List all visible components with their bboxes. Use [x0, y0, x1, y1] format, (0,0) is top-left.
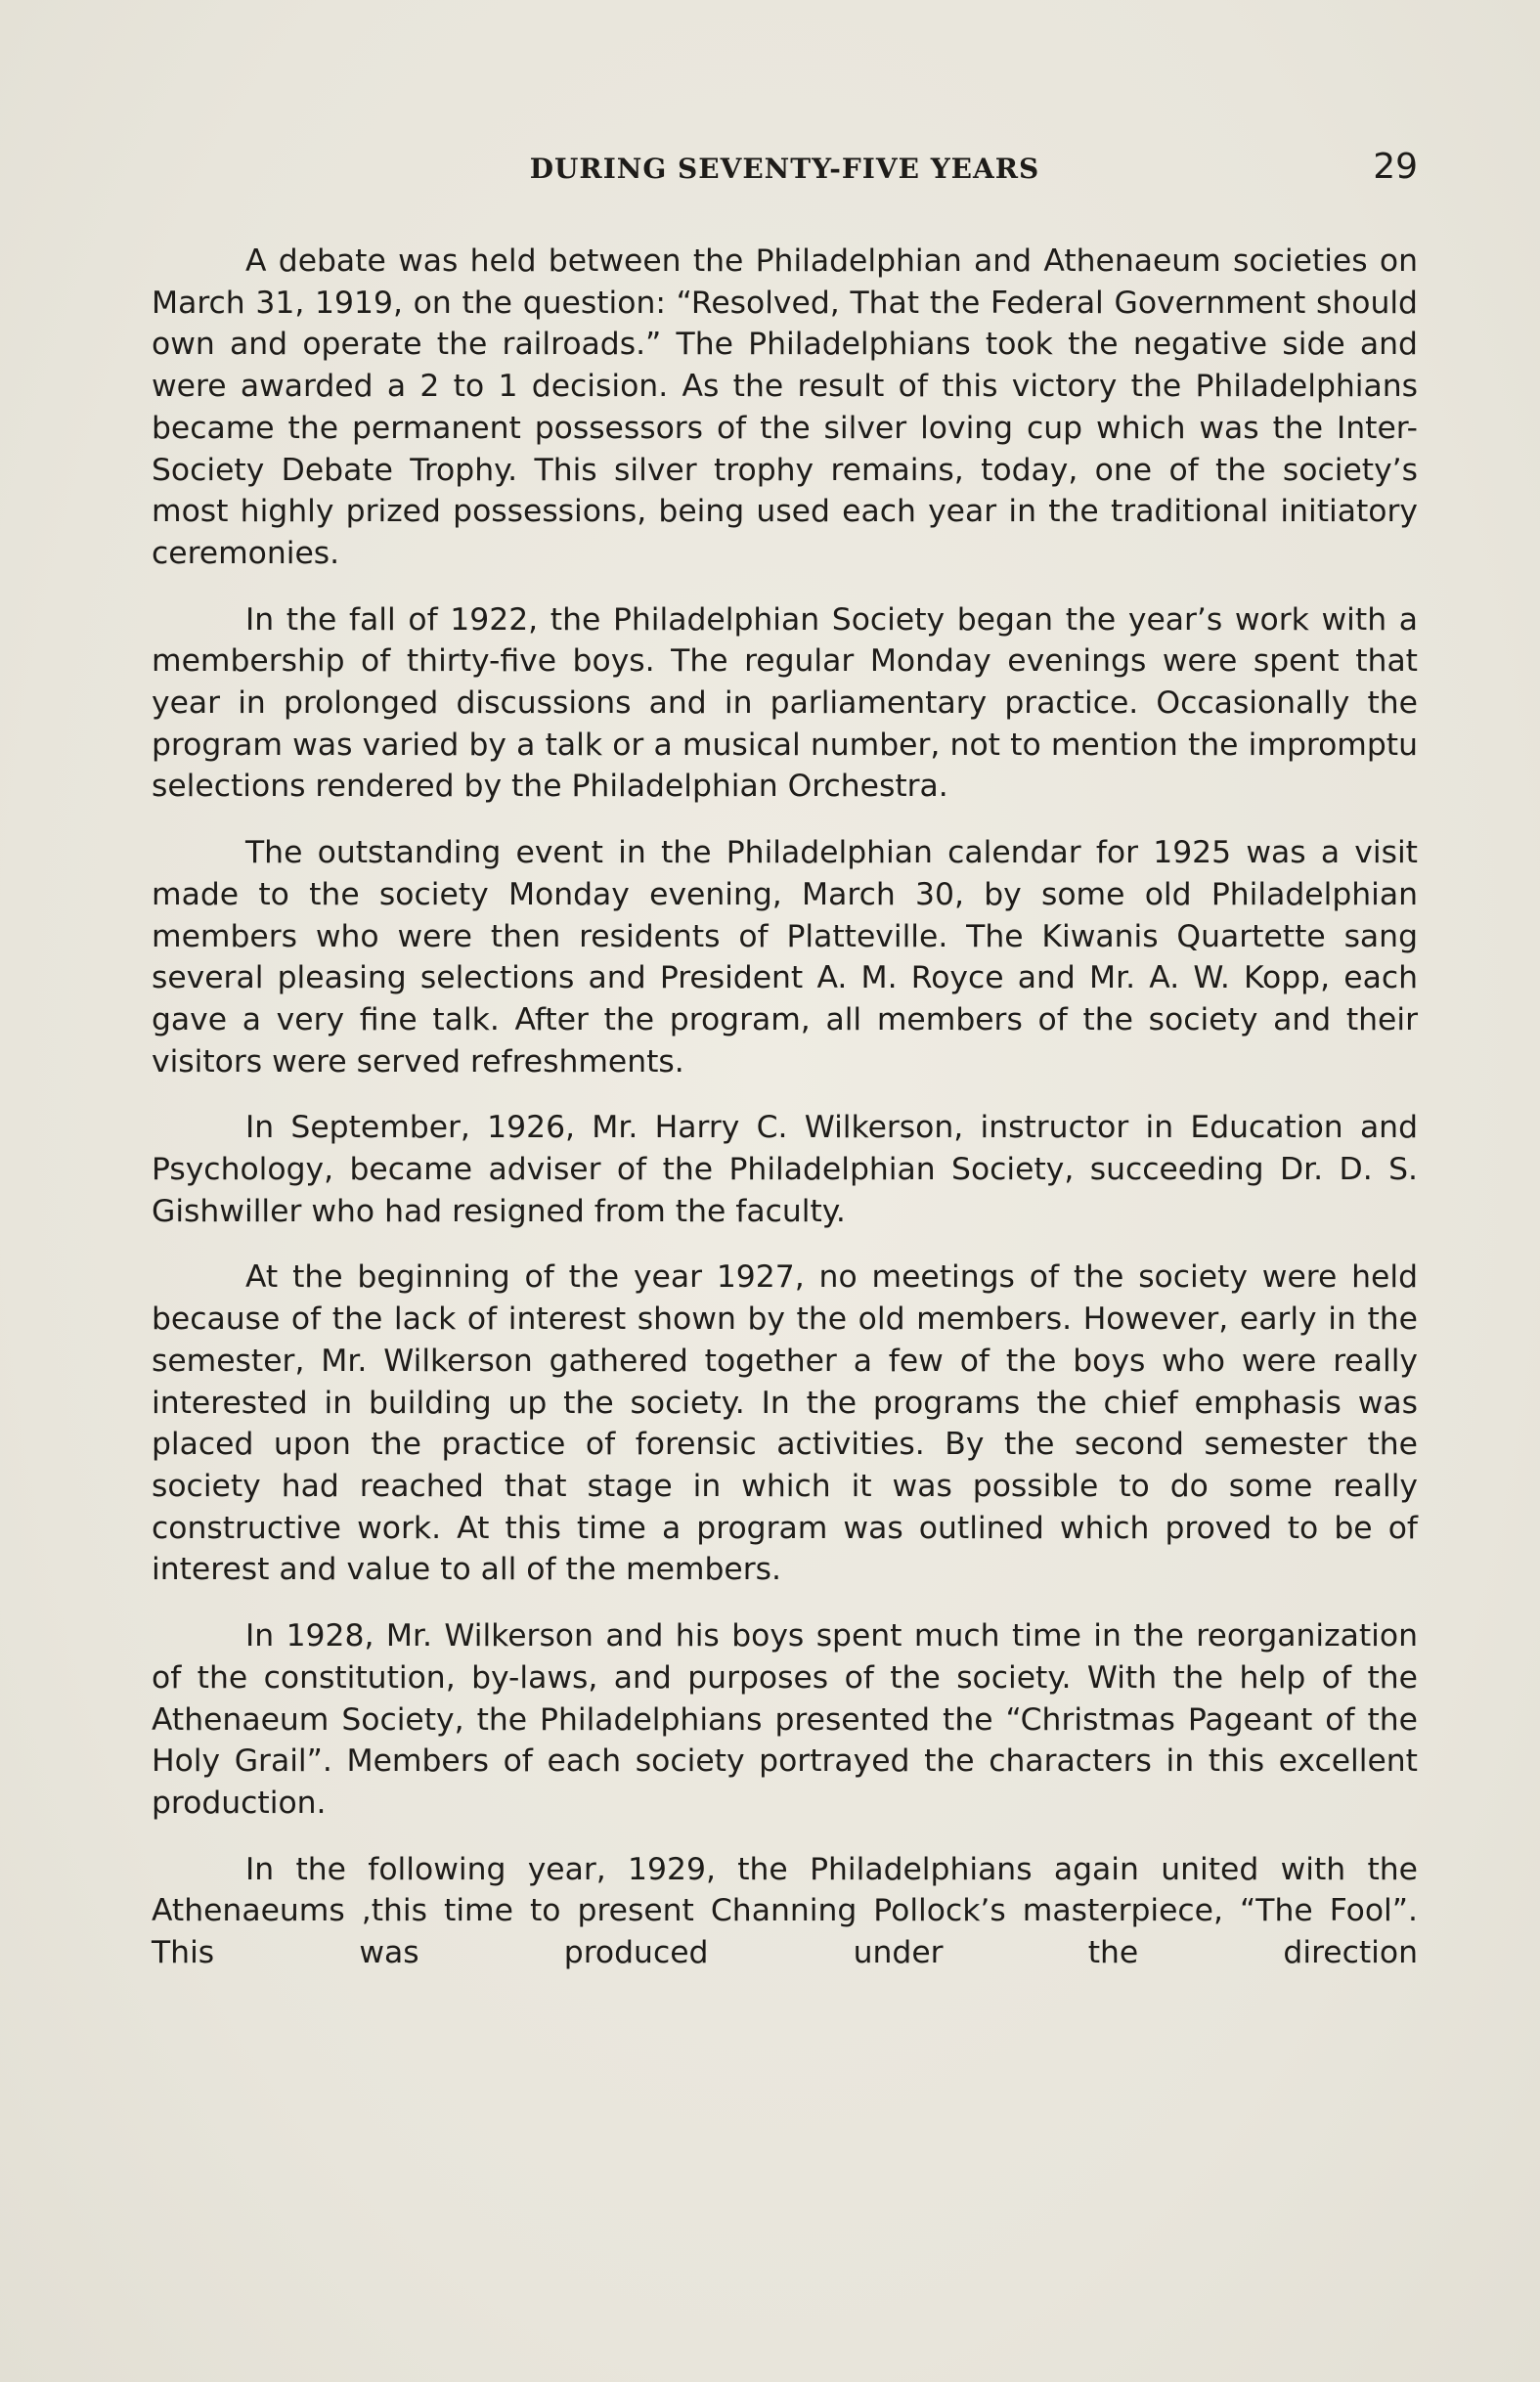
paragraph-year-1929: In the following year, 1929, the Philadelphians again united with the Athenaeums ,this time to present Channing Pollock’s masterpiece, “The Fool”. This was produced under the direction — [152, 1851, 1418, 1971]
paragraph-fall-1922: In the fall of 1922, the Philadelphian Society began the year’s work with a membership of thirty-five boys. The regular Monday evenings were spent that year in prolonged discussions and in parliamentary practice. Occasionally the program was varied by a talk or a musical number, not to mention the impromptu selections rendered by the Philadelphian Orchestra. — [152, 601, 1418, 805]
paragraph-calendar-1925: The outstanding event in the Philadelphian calendar for 1925 was a visit made to the society Monday evening, March 30, by some old Philadelphian members who were then residents of Platteville. The Kiwanis Quartette sang several pleasing selections and President A. M. Royce and Mr. A. W. Kopp, each gave a very fine talk. After the program, all members of the society and their visitors were served refreshments. — [152, 835, 1418, 1080]
page-number: 29 — [1373, 147, 1418, 187]
paragraph-september-1926: In September, 1926, Mr. Harry C. Wilkerson, instructor in Education and Psychology, became adviser of the Philadelphian Society, succeeding Dr. D. S. Gishwiller who had resigned from the faculty. — [152, 1110, 1418, 1229]
running-title: DURING SEVENTY-FIVE YEARS — [529, 153, 1040, 185]
body-text — [152, 241, 1418, 1999]
paragraph-year-1928: In 1928, Mr. Wilkerson and his boys spent much time in the reorganization of the constitution, by-laws, and purposes of the society. With the help of the Athenaeum Society, the Philadelphians presented the “Christmas Pageant of the Holy Grail”. Members of each society portrayed the characters in this excellent production. — [152, 1618, 1418, 1821]
paragraph-debate-1919: A debate was held between the Philadelphian and Athenaeum societies on March 31, 1919, on the question: “Resolved, That the Federal Government should own and operate the railroads.” The Philadelphians took the negative side and were awarded a 2 to 1 decision. As the result of this victory the Philadelphians became the permanent possessors of the silver loving cup which was the Inter-Society Debate Trophy. This silver trophy remains, today, one of the society’s most highly prized possessions, being used each year in the traditional initiatory ceremonies. — [152, 243, 1418, 571]
paragraph-year-1927: At the beginning of the year 1927, no meetings of the society were held because of the lack of interest shown by the old members. However, early in the semester, Mr. Wilkerson gathered together a few of the boys who were really interested in building up the society. In the programs the chief emphasis was placed upon the practice of forensic activities. By the second semester the society had reached that stage in which it was possible to do some really constructive work. At this time a program was outlined which proved to be of interest and value to all of the members. — [152, 1259, 1418, 1588]
running-head — [152, 147, 1418, 196]
